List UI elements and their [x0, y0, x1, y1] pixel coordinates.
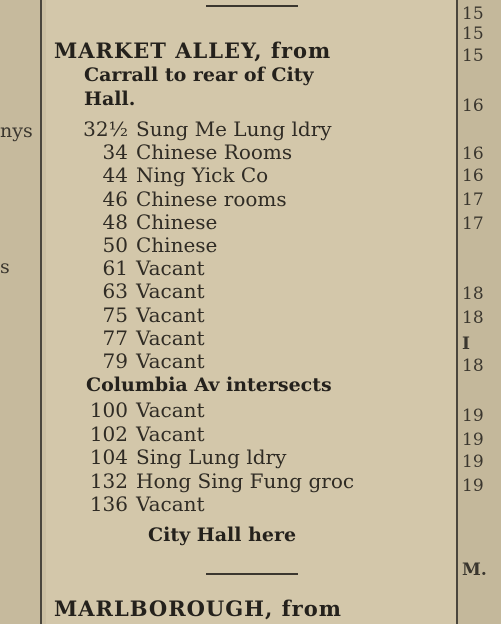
house-number: 136	[89, 492, 128, 516]
occupant-name: Chinese rooms	[136, 186, 287, 211]
address-entry	[66, 422, 205, 446]
occupant-name: Vacant	[136, 256, 205, 281]
address-entry	[66, 187, 287, 211]
house-number: 44	[102, 163, 128, 188]
address-entry	[66, 492, 205, 516]
occupant-name: Ning Yick Co	[136, 163, 269, 188]
occupant-name: Vacant	[136, 279, 205, 304]
right-fragment: 19	[462, 406, 484, 426]
house-number: 48	[102, 209, 128, 234]
street-subheading: Carrall to rear of City	[84, 64, 314, 86]
house-number: 34	[102, 140, 128, 165]
house-number: 100	[89, 398, 128, 422]
right-fragment: 17	[462, 214, 484, 234]
right-fragment: 16	[462, 96, 484, 116]
occupant-name: Vacant	[136, 349, 205, 373]
address-entry	[66, 117, 332, 141]
left-fragment: s	[0, 256, 10, 278]
intersection-note: Columbia Av intersects	[86, 374, 332, 396]
house-number: 132	[89, 468, 128, 493]
occupant-name: Vacant	[136, 421, 205, 446]
address-entry	[66, 163, 268, 187]
right-fragment: 19	[462, 452, 484, 472]
house-number: 61	[102, 256, 128, 281]
address-entry	[66, 469, 354, 493]
address-entry	[66, 210, 217, 234]
occupant-name: Vacant	[136, 325, 205, 350]
right-fragment: 19	[462, 476, 484, 496]
right-fragment: 17	[462, 190, 484, 210]
main-column	[46, 0, 456, 624]
right-fragment: 15	[462, 4, 484, 24]
address-entry	[66, 256, 205, 280]
occupant-name: Sing Lung ldry	[136, 445, 287, 469]
occupant-name: Vacant	[136, 302, 205, 327]
right-fragment: M.	[462, 560, 487, 580]
house-number: 79	[102, 349, 128, 373]
right-fragment: 19	[462, 430, 484, 450]
next-street-heading: MARLBOROUGH, from	[54, 596, 342, 621]
house-number: 104	[89, 445, 128, 469]
right-fragment: 15	[462, 24, 484, 44]
right-fragment: 18	[462, 356, 484, 376]
occupant-name: Hong Sing Fung groc	[136, 468, 355, 493]
occupant-name: Chinese	[136, 209, 218, 234]
right-fragment: 16	[462, 166, 484, 186]
right-fragment: 15	[462, 46, 484, 66]
house-number: 102	[89, 421, 128, 446]
street-subheading: Hall.	[84, 88, 136, 110]
occupant-name: Vacant	[136, 492, 205, 516]
column-rule	[40, 0, 42, 624]
left-fragment: nys	[0, 120, 33, 142]
address-entry	[66, 140, 292, 164]
right-column-fragment	[458, 0, 501, 624]
occupant-name: Vacant	[136, 398, 205, 422]
address-entry	[66, 233, 217, 257]
right-fragment: 18	[462, 308, 484, 328]
address-entry	[66, 349, 205, 373]
occupant-name: Chinese	[136, 233, 218, 257]
house-number: 50	[102, 233, 128, 257]
address-entry	[66, 326, 205, 350]
divider-bottom	[206, 573, 298, 575]
house-number: 63	[102, 279, 128, 304]
divider-top	[206, 5, 298, 7]
address-entry	[66, 279, 205, 303]
address-entry	[66, 445, 286, 469]
address-entry	[66, 398, 205, 422]
occupant-name: Chinese Rooms	[136, 140, 293, 165]
right-fragment: I	[462, 334, 470, 354]
street-heading: MARKET ALLEY, from	[54, 38, 332, 63]
address-entry	[66, 303, 205, 327]
occupant-name: Sung Me Lung ldry	[136, 117, 332, 141]
left-column-fragment	[0, 0, 40, 624]
right-fragment: 16	[462, 144, 484, 164]
house-number: 32½	[83, 117, 128, 141]
house-number: 77	[102, 325, 128, 350]
house-number: 75	[102, 302, 128, 327]
right-fragment: 18	[462, 284, 484, 304]
footer-note: City Hall here	[148, 524, 297, 546]
house-number: 46	[102, 186, 128, 211]
